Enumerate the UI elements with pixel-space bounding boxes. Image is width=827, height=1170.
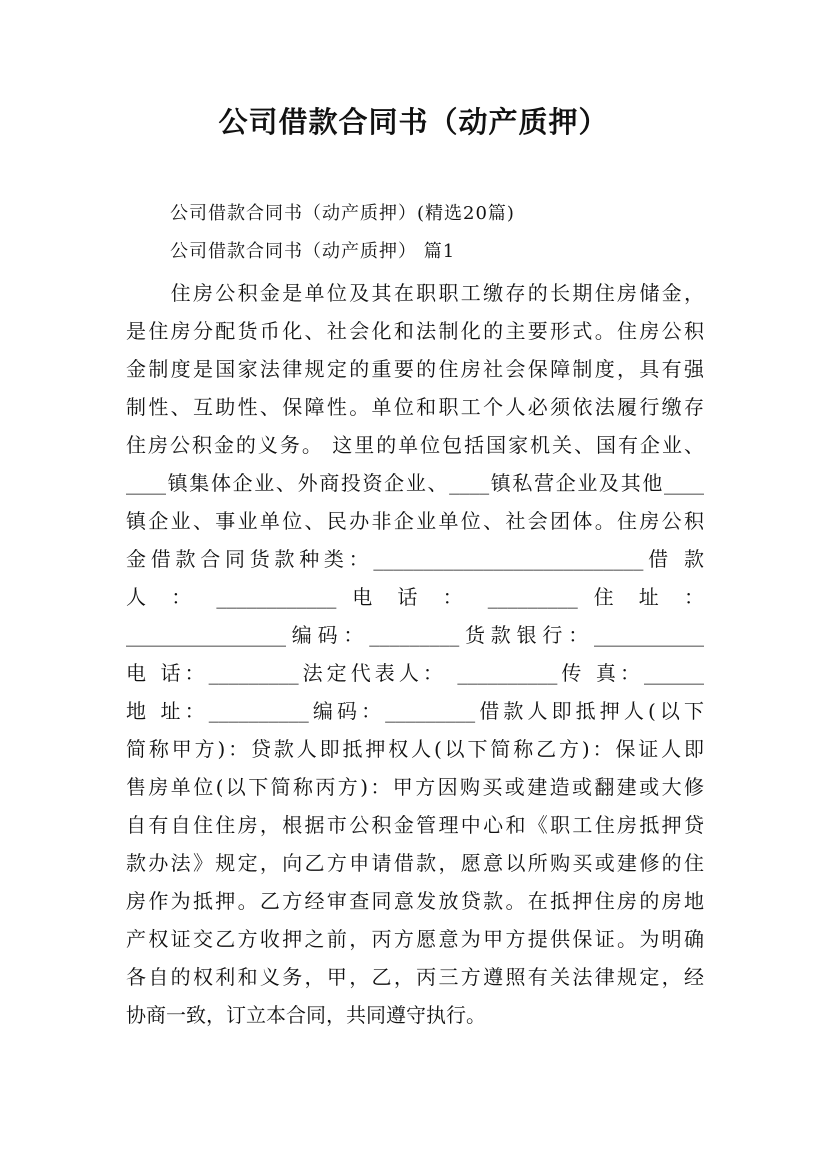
body-line: 产权证交乙方收押之前，丙方愿意为甲方提供保证。为明确 xyxy=(126,927,704,951)
document-title: 公司借款合同书（动产质押） xyxy=(218,105,609,139)
body-line: 制性、互助性、保障性。单位和职工个人必须依法履行缴存 xyxy=(126,395,704,419)
body-line: 住房公积金是单位及其在职职工缴存的长期住房储金， xyxy=(126,281,704,305)
body-line: 房作为抵押。乙方经审查同意发放贷款。在抵押住房的房地 xyxy=(126,889,704,913)
body-line: 售房单位(以下简称丙方)：甲方因购买或建造或翻建或大修 xyxy=(126,775,704,799)
subtitle-chapter: 公司借款合同书（动产质押） 篇1 xyxy=(170,241,456,262)
body-line: 自有自住住房，根据市公积金管理中心和《职工住房抵押贷 xyxy=(126,813,704,837)
body-line: 是住房分配货币化、社会化和法制化的主要形式。住房公积 xyxy=(126,319,704,343)
body-line: 款办法》规定，向乙方申请借款，愿意以所购买或建修的住 xyxy=(126,851,704,875)
body-line: 镇企业、事业单位、民办非企业单位、社会团体。住房公积 xyxy=(126,509,704,533)
body-line: 住房公积金的义务。 这里的单位包括国家机关、国有企业、 xyxy=(126,433,704,457)
body-line: ____镇集体企业、外商投资企业、____镇私营企业及其他____ xyxy=(126,471,704,495)
body-line-last: 协商一致，订立本合同，共同遵守执行。 xyxy=(126,1003,486,1027)
form-line-loan-type: 金借款合同货款种类：___________________________借 款 xyxy=(126,547,704,571)
form-line-address: 地 址：__________编码：_________借款人即抵押人(以下 xyxy=(126,699,704,723)
form-line-bank: ________________编码：_________货款银行：___________ xyxy=(126,623,704,647)
form-line-phone: 电 话：_________法定代表人： __________传 真：______ xyxy=(126,661,704,685)
subtitle-collection: 公司借款合同书（动产质押）(精选20篇) xyxy=(170,203,515,224)
body-line: 简称甲方)：贷款人即抵押权人(以下简称乙方)：保证人即 xyxy=(126,737,704,761)
form-line-borrower: 人 ： ____________ 电 话 ： _________ 住 址 ： xyxy=(126,585,704,609)
body-line: 各自的权利和义务，甲，乙，丙三方遵照有关法律规定，经 xyxy=(126,965,704,989)
body-line: 金制度是国家法律规定的重要的住房社会保障制度，具有强 xyxy=(126,357,704,381)
